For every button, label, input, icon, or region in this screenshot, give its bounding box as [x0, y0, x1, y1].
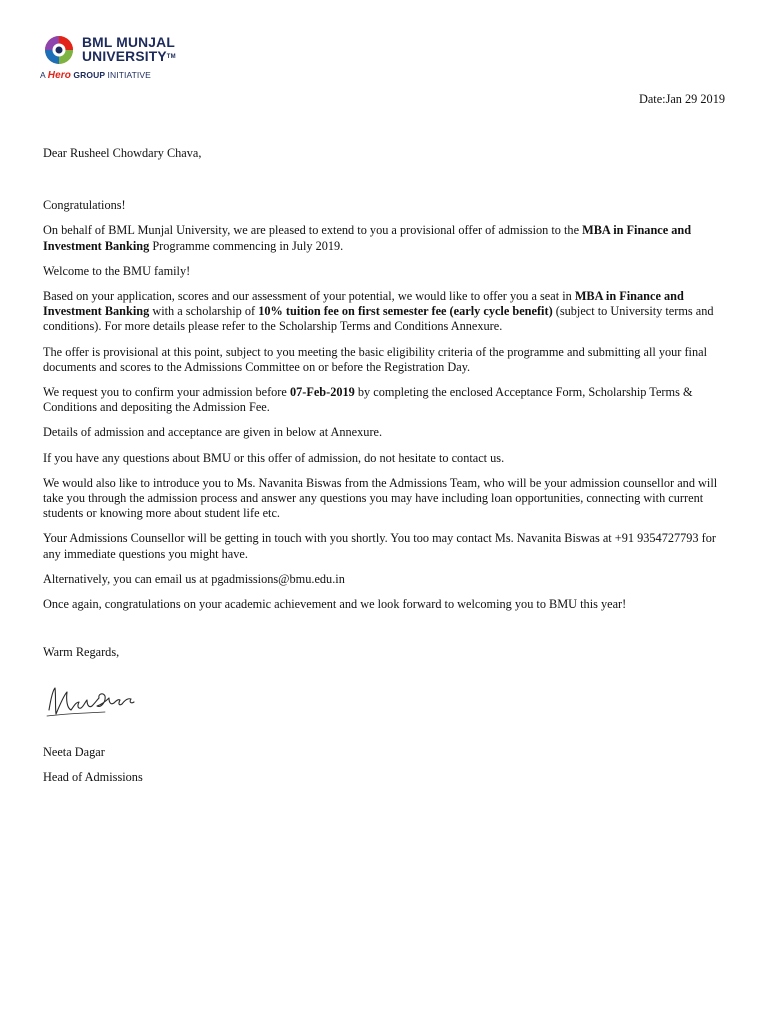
offer-text-b: Programme commencing in July 2019.: [149, 238, 344, 253]
university-logo: [40, 33, 180, 81]
handwritten-signature: [43, 676, 143, 726]
signatory-name: Neeta Dagar: [43, 744, 105, 759]
confirm-text-a: We request you to confirm your admission before: [43, 385, 290, 400]
provisional-paragraph: The offer is provisional at this point, subject to you meeting the basic eligibility criteria of the programme and submitting all your final documents and scores to the Admissions Committee on or before the Registration Day.: [43, 344, 707, 374]
counsellor-contact-paragraph: Your Admissions Counsellor will be getting in touch with you shortly. You too may contact Ms. Navanita Biswas at +91 9354727793 for any immediate questions you might have.: [43, 531, 716, 561]
offer-paragraph: [43, 223, 725, 253]
scholarship-amount: 10% tuition fee on first semester fee (early cycle benefit): [258, 304, 553, 319]
scholarship-text-b: with a scholarship of: [149, 304, 259, 319]
confirm-text-b: by completing the enclosed Acceptance Form, Scholarship Terms & Conditions and depositing the Admission Fee.: [43, 385, 693, 415]
salutation: Dear Rusheel Chowdary Chava,: [43, 146, 202, 160]
letter-date: Date:Jan 29 2019: [638, 92, 725, 106]
signatory-title: Head of Admissions: [43, 769, 143, 784]
scholarship-program-name: MBA in Finance and Investment Banking: [43, 289, 684, 319]
letter-body: [43, 146, 725, 785]
email-paragraph: Alternatively, you can email us at pgadmissions@bmu.edu.in: [43, 571, 345, 586]
details-paragraph: Details of admission and acceptance are given in below at Annexure.: [43, 425, 383, 440]
scholarship-text-c: (subject to University terms and conditions). For more details please refer to the Scholarship Terms and Conditions Annexure.: [43, 304, 714, 334]
welcome-paragraph: Welcome to the BMU family!: [43, 263, 191, 278]
logo-trademark: TM: [166, 54, 176, 60]
tagline-group: GROUP: [70, 70, 106, 80]
university-emblem-icon: [44, 35, 74, 65]
tagline-prefix: A: [40, 70, 48, 80]
scholarship-text-a: Based on your application, scores and our assessment of your potential, we would like to offer you a seat in: [43, 289, 575, 304]
logo-wordmark: [82, 36, 176, 64]
offer-program-name: MBA in Finance and Investment Banking: [43, 223, 692, 253]
confirm-deadline: 07-Feb-2019: [289, 385, 355, 400]
counsellor-intro-paragraph: We would also like to introduce you to Ms. Navanita Biswas from the Admissions Team, who will be your admission counsellor and will take you through the admission process and answer any questions you may have including loan opportunities, connecting with current students or knowing more about student life etc.: [43, 475, 718, 521]
logo-name-line2: UNIVERSITY: [82, 49, 167, 64]
logo-tagline: [40, 68, 151, 83]
confirm-paragraph: [43, 385, 725, 415]
closing-line: Warm Regards,: [43, 645, 120, 660]
congratulations-paragraph: Congratulations!: [43, 198, 126, 213]
tagline-hero: Hero: [47, 70, 71, 81]
scholarship-paragraph: [43, 289, 725, 335]
tagline-suffix: INITIATIVE: [105, 70, 151, 80]
offer-text-a: On behalf of BML Munjal University, we are pleased to extend to you a provisional offer of admission to the: [43, 223, 583, 238]
closing-note-paragraph: Once again, congratulations on your academic achievement and we look forward to welcoming you to BMU this year!: [43, 597, 627, 612]
logo-name-line1: BML MUNJAL: [82, 35, 175, 50]
questions-paragraph: If you have any questions about BMU or this offer of admission, do not hesitate to contact us.: [43, 450, 505, 465]
